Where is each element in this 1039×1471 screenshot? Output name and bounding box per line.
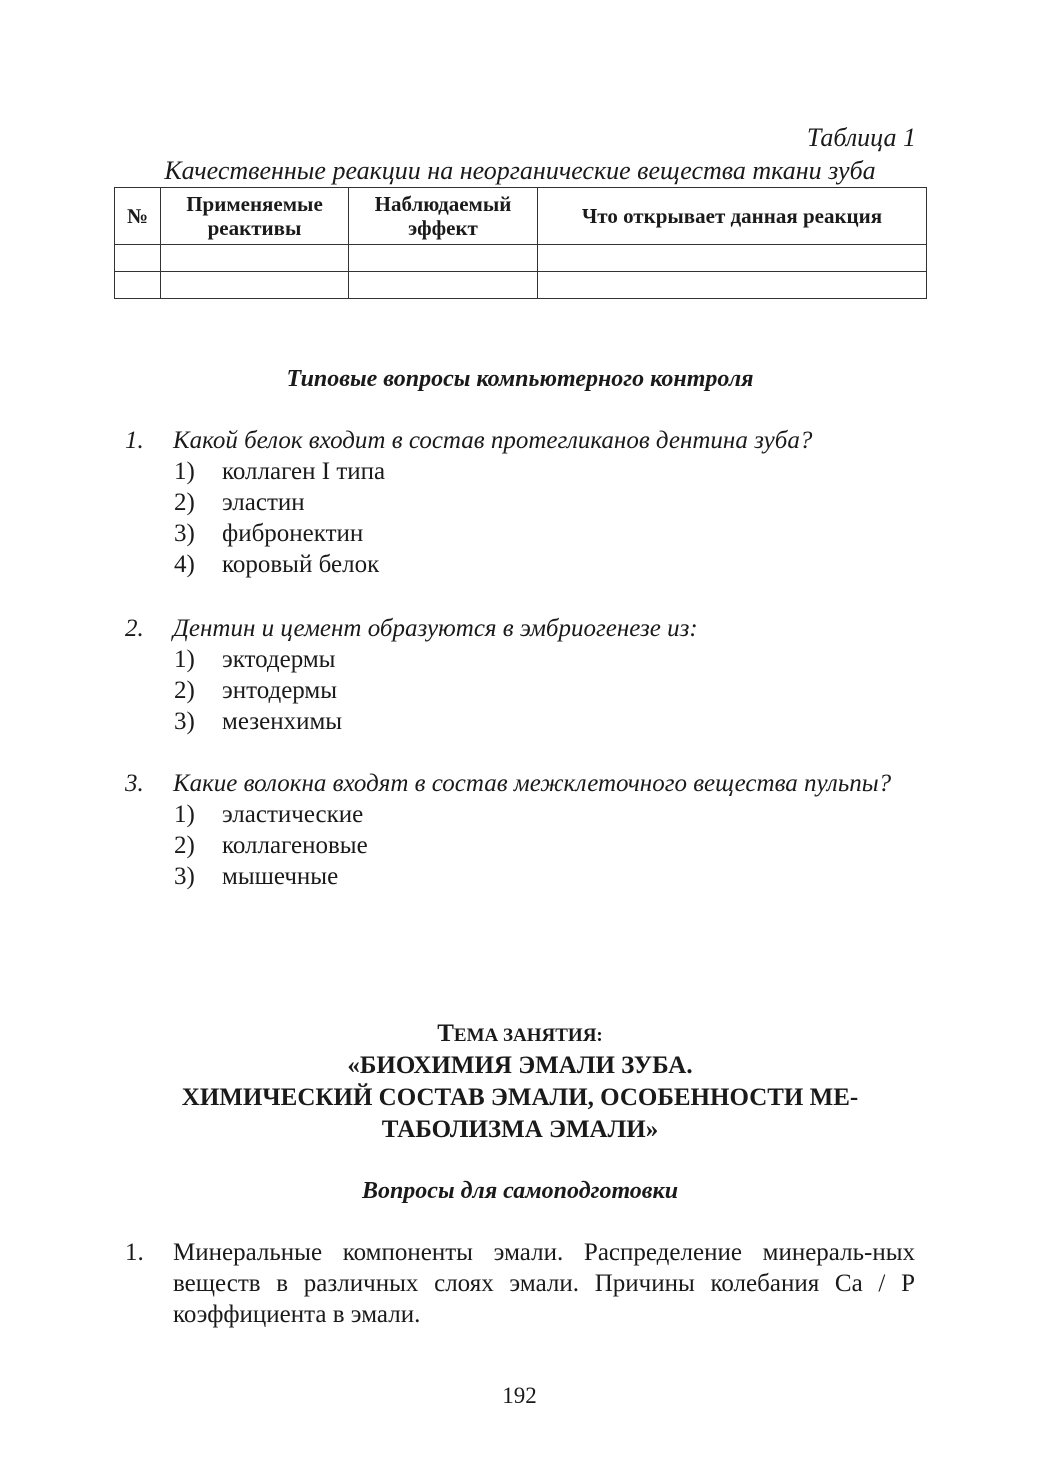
answer-option	[174, 487, 915, 518]
table-header-detects: Что открывает данная реакция	[538, 188, 927, 245]
option-number: 4)	[174, 551, 195, 578]
question-text: Дентин и цемент образуются в эмбриогенезе из:	[173, 615, 698, 642]
option-text: мезенхимы	[222, 708, 343, 735]
answer-option	[174, 456, 915, 487]
table-cell	[161, 272, 349, 299]
option-text: эластин	[222, 489, 305, 516]
table-cell	[115, 245, 161, 272]
option-text: коллагеновые	[222, 832, 368, 859]
page-number: 192	[502, 1383, 537, 1408]
question-text: Какие волокна входят в состав межклеточного вещества пульпы?	[173, 770, 892, 797]
item-text: Минеральные компоненты эмали. Распределение минераль-ных веществ в различных слоях эмали. Причины колебания Ca / P коэффициента в эмали.	[173, 1239, 915, 1328]
table-cell	[538, 272, 927, 299]
answer-option	[174, 799, 915, 830]
option-text: фибронектин	[222, 520, 364, 547]
table-cell	[115, 272, 161, 299]
table-row	[115, 272, 927, 299]
self-prep-title: Вопросы для самоподготовки	[361, 1178, 679, 1204]
question-1	[125, 425, 915, 580]
answer-option	[174, 861, 915, 892]
option-number: 3)	[174, 863, 195, 890]
option-number: 2)	[174, 677, 195, 704]
answer-option	[174, 644, 915, 675]
table-row	[115, 245, 927, 272]
theme-label-rest: ЕМА ЗАНЯТИЯ:	[453, 1025, 603, 1046]
question-2	[125, 613, 915, 737]
table-number-label: Таблица 1	[806, 123, 916, 152]
table-caption: Качественные реакции на неорганические вещества ткани зуба	[164, 156, 876, 185]
option-text: мышечные	[222, 863, 339, 890]
lesson-theme-label	[114, 1018, 926, 1052]
question-text: Какой белок входит в состав протегликанов дентина зуба?	[173, 427, 813, 454]
table-header-row	[115, 188, 927, 245]
table-header-number: №	[115, 188, 161, 245]
theme-label-initial: Т	[437, 1020, 454, 1047]
option-number: 3)	[174, 520, 195, 547]
table-header-reagents: Применяемые реактивы	[161, 188, 349, 245]
option-text: эктодермы	[222, 646, 336, 673]
table-cell	[538, 245, 927, 272]
option-number: 3)	[174, 708, 195, 735]
question-number: 2.	[125, 615, 144, 642]
self-prep-item-1	[125, 1237, 915, 1330]
table-cell	[349, 245, 538, 272]
answer-option	[174, 549, 915, 580]
option-number: 2)	[174, 832, 195, 859]
table-cell	[161, 245, 349, 272]
reactions-table	[114, 187, 927, 299]
question-3	[125, 768, 915, 892]
lesson-theme-line-1: «БИОХИМИЯ ЭМАЛИ ЗУБА.	[347, 1052, 693, 1079]
option-text: энтодермы	[222, 677, 338, 704]
lesson-theme-line-3: ТАБОЛИЗМА ЭМАЛИ»	[381, 1116, 659, 1143]
option-number: 2)	[174, 489, 195, 516]
answer-option	[174, 518, 915, 549]
answer-option	[174, 830, 915, 861]
option-number: 1)	[174, 801, 195, 828]
table-cell	[349, 272, 538, 299]
option-text: коровый белок	[222, 551, 380, 578]
question-number: 1.	[125, 427, 144, 454]
item-number: 1.	[125, 1239, 144, 1266]
table-header-effect: Наблюдаемый эффект	[349, 188, 538, 245]
answer-option	[174, 706, 915, 737]
option-number: 1)	[174, 646, 195, 673]
question-number: 3.	[125, 770, 144, 797]
option-text: коллаген I типа	[222, 458, 386, 485]
option-number: 1)	[174, 458, 195, 485]
test-section-title: Типовые вопросы компьютерного контроля	[286, 366, 754, 392]
option-text: эластические	[222, 801, 364, 828]
lesson-theme-line-2: ХИМИЧЕСКИЙ СОСТАВ ЭМАЛИ, ОСОБЕННОСТИ МЕ-	[181, 1084, 859, 1111]
answer-option	[174, 675, 915, 706]
